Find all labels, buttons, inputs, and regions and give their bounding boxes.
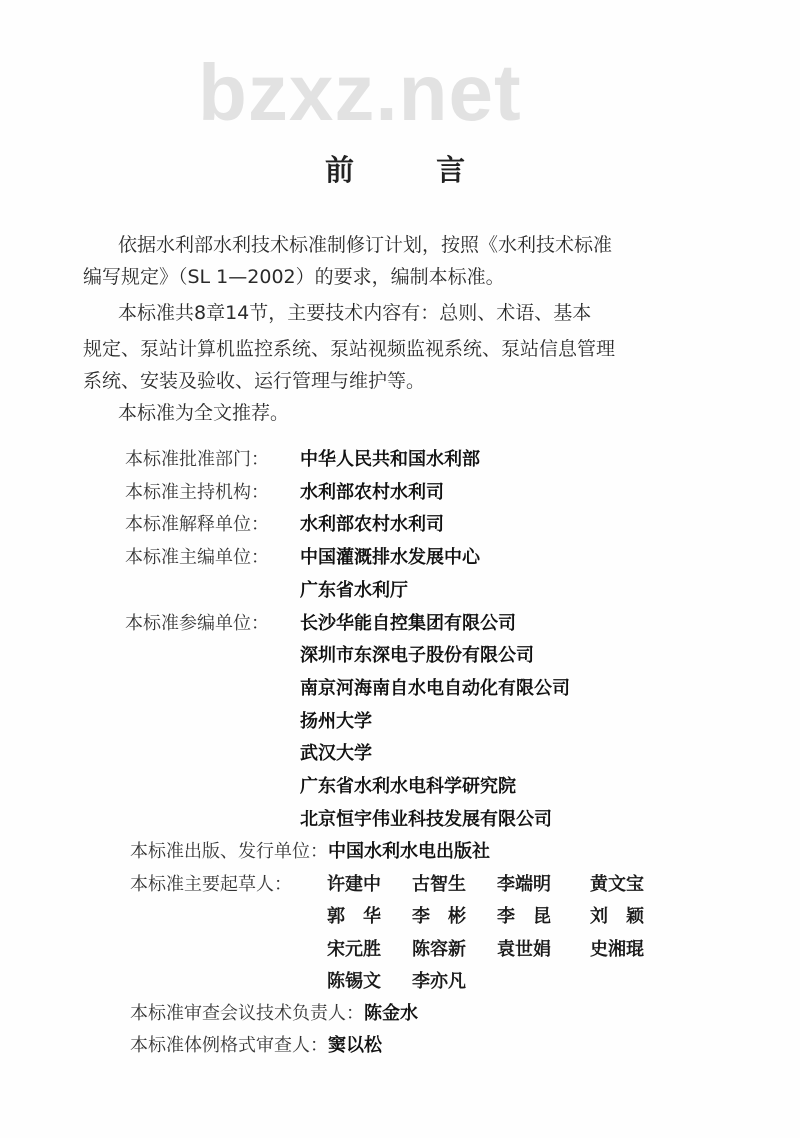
format-review-label: 本标准体例格式审查人： <box>130 1035 328 1056</box>
unit-value: 广东省水利厅 <box>300 579 408 601</box>
format-review-value: 窦以松 <box>328 1035 382 1056</box>
unit-value: 长沙华能自控集团有限公司 <box>300 612 516 634</box>
drafter-name: 宋元胜 <box>327 938 381 960</box>
drafter-name: 史湘琨 <box>590 938 644 960</box>
drafter-name: 陈锡文 <box>327 970 381 992</box>
unit-value: 中华人民共和国水利部 <box>300 449 480 470</box>
drafter-name: 古智生 <box>412 874 466 895</box>
drafter-name: 李 昆 <box>497 906 551 928</box>
unit-label: 本标准主编单位： <box>125 547 269 569</box>
paragraph-line: 本标准为全文推荐。 <box>118 402 290 424</box>
unit-value: 武汉大学 <box>300 743 372 765</box>
drafter-name: 袁世娟 <box>497 938 551 960</box>
drafter-name: 陈容新 <box>412 938 466 960</box>
drafter-name: 郭 华 <box>327 906 381 928</box>
drafter-name: 黄文宝 <box>590 874 644 895</box>
drafter-name: 刘 颖 <box>590 906 644 928</box>
drafter-name: 李 彬 <box>412 906 466 928</box>
paragraph-line: 编写规定》（SL 1—2002）的要求，编制本标准。 <box>83 266 505 288</box>
publisher-row <box>130 840 490 864</box>
paragraph-line: 规定、泵站计算机监控系统、泵站视频监视系统、泵站信息管理 <box>83 338 616 360</box>
unit-value: 广东省水利水电科学研究院 <box>300 776 516 797</box>
unit-label: 本标准参编单位： <box>125 612 269 634</box>
format-review-row <box>130 1034 382 1058</box>
paragraph-line: 依据水利部水利技术标准制修订计划，按照《水利技术标准 <box>118 234 613 256</box>
unit-label: 本标准批准部门： <box>125 449 269 470</box>
unit-value: 扬州大学 <box>300 710 372 732</box>
paragraph-line: 本标准共8章14节，主要技术内容有：总则、术语、基本 <box>118 302 592 324</box>
unit-value: 水利部农村水利司 <box>300 514 444 536</box>
drafter-name: 许建中 <box>327 874 381 895</box>
review-lead-label: 本标准审查会议技术负责人： <box>130 1003 364 1024</box>
drafter-name: 李亦凡 <box>412 970 466 992</box>
paragraph-line: 系统、安装及验收、运行管理与维护等。 <box>83 370 426 392</box>
unit-value: 北京恒宇伟业科技发展有限公司 <box>300 808 552 830</box>
publisher-value: 中国水利水电出版社 <box>328 841 490 862</box>
unit-label: 本标准主持机构： <box>125 481 269 503</box>
watermark: bzxz.net <box>198 48 522 137</box>
unit-label: 本标准解释单位： <box>125 514 269 536</box>
unit-value: 水利部农村水利司 <box>300 481 444 503</box>
drafter-name: 李端明 <box>497 874 551 895</box>
review-lead-value: 陈金水 <box>364 1003 418 1024</box>
unit-value: 中国灌溉排水发展中心 <box>300 547 480 569</box>
unit-value: 南京河海南自水电自动化有限公司 <box>300 677 570 699</box>
unit-value: 深圳市东深电子股份有限公司 <box>300 645 534 667</box>
page-title: 前 言 <box>325 153 502 187</box>
review-lead-row <box>130 1002 418 1026</box>
drafters-label: 本标准主要起草人： <box>130 874 292 895</box>
publisher-label: 本标准出版、发行单位： <box>130 841 328 862</box>
